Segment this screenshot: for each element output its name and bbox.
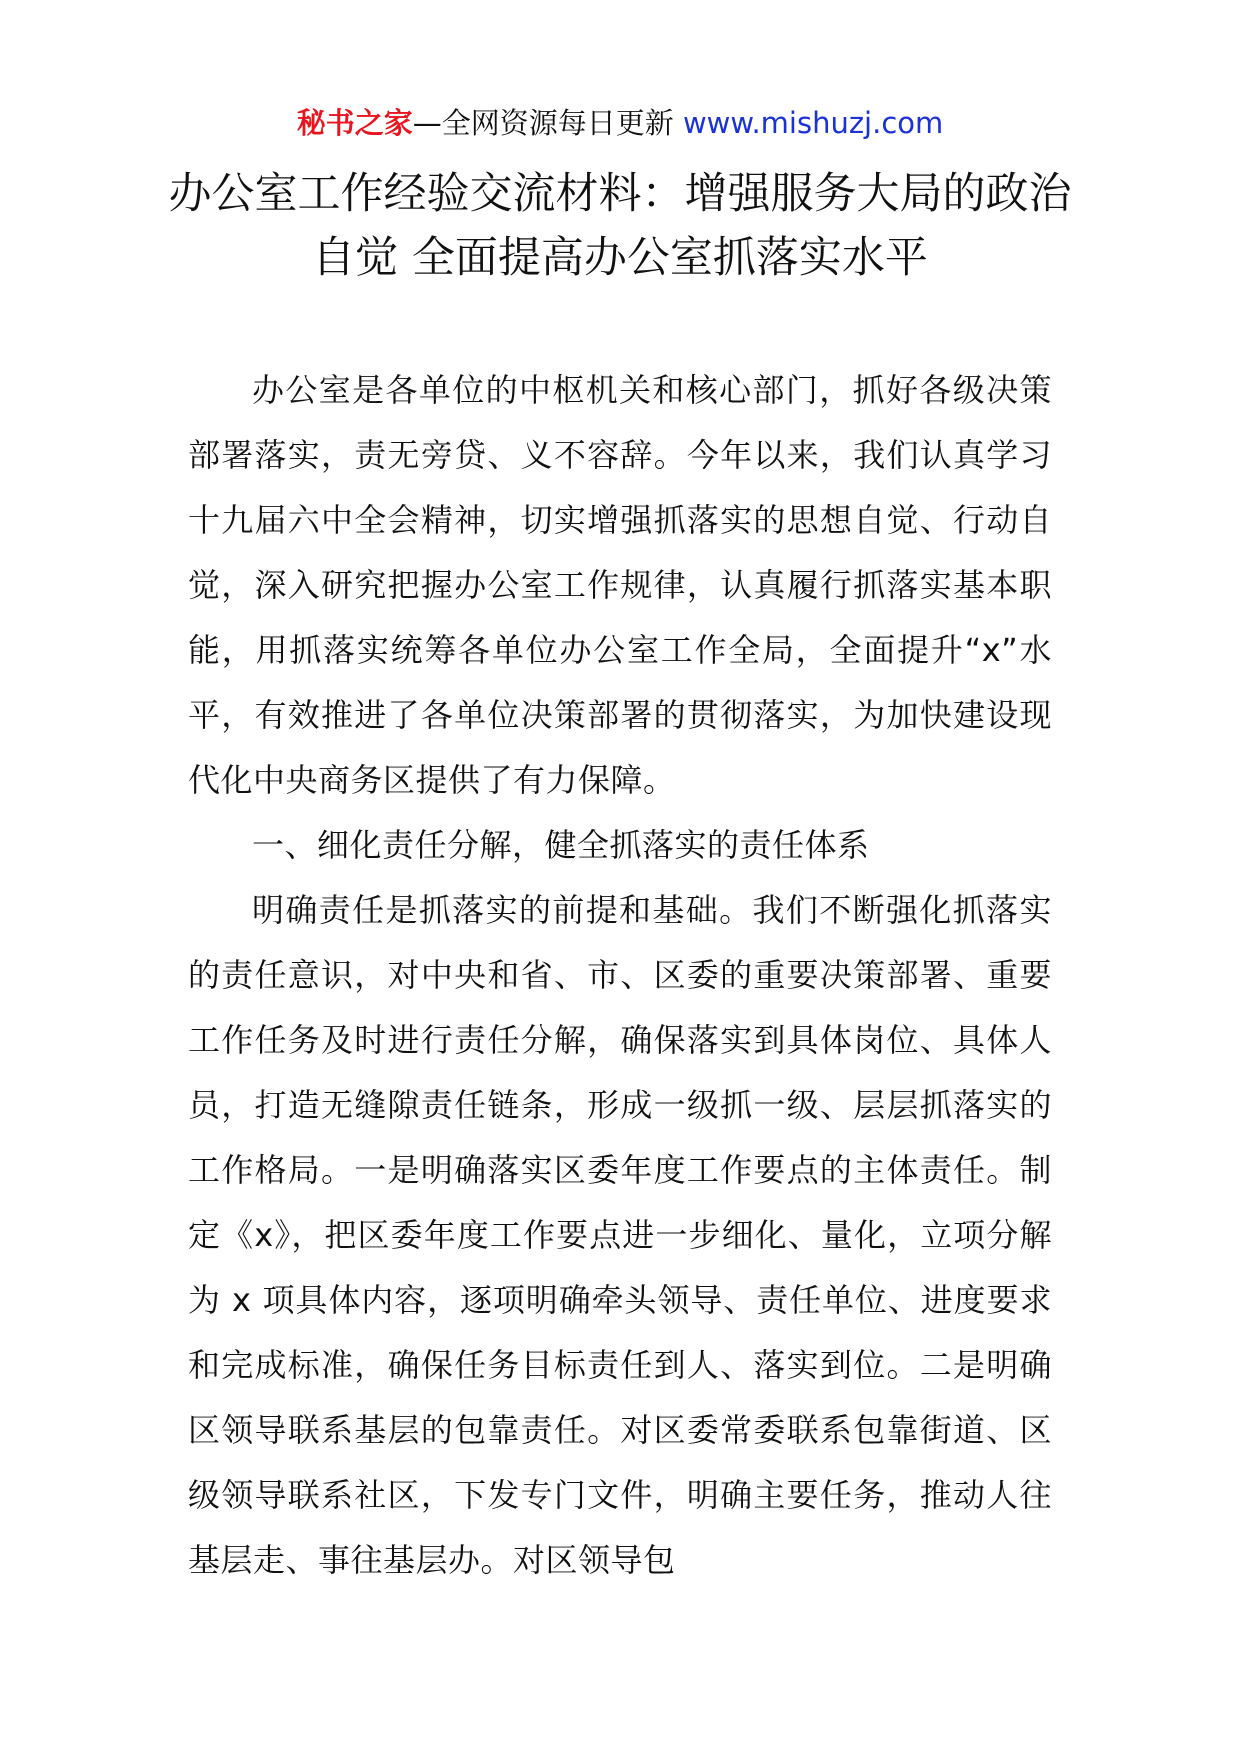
site-url-link[interactable]: www.mishuzj.com xyxy=(682,106,944,140)
section-heading-1: 一、细化责任分解，健全抓落实的责任体系 xyxy=(252,826,870,864)
document-title: 办公室工作经验交流材料：增强服务大局的政治自觉 全面提高办公室抓落实水平 xyxy=(168,169,1072,283)
header-tagline: —全网资源每日更新 xyxy=(412,106,683,140)
site-header xyxy=(0,103,1240,143)
intro-paragraph: 办公室是各单位的中枢机关和核心部门，抓好各级决策部署落实，责无旁贷、义不容辞。今年以来，我们认真学习十九届六中全会精神，切实增强抓落实的思想自觉、行动自觉，深入研究把握办公室工作规律，认真履行抓落实基本职能，用抓落实统筹各单位办公室工作全局，全面提升“x”水平，有效推进了各单位决策部署的贯彻落实，为加快建设现代化中央商务区提供了有力保障。 xyxy=(188,371,1052,799)
section-paragraph-1: 明确责任是抓落实的前提和基础。我们不断强化抓落实的责任意识，对中央和省、市、区委的重要决策部署、重要工作任务及时进行责任分解，确保落实到具体岗位、具体人员，打造无缝隙责任链条，形成一级抓一级、层层抓落实的工作格局。一是明确落实区委年度工作要点的主体责任。制定《x》，把区委年度工作要点进一步细化、量化，立项分解为 x 项具体内容，逐项明确牵头领导、责任单位、进度要求和完成标准，确保任务目标责任到人、落实到位。二是明确区领导联系基层的包靠责任。对区委常委联系包靠街道、区级领导联系社区，下发专门文件，明确主要任务，推动人往基层走、事往基层办。对区领导包 xyxy=(188,891,1052,1579)
brand-name: 秘书之家 xyxy=(296,106,413,140)
document-body xyxy=(188,358,1052,1593)
